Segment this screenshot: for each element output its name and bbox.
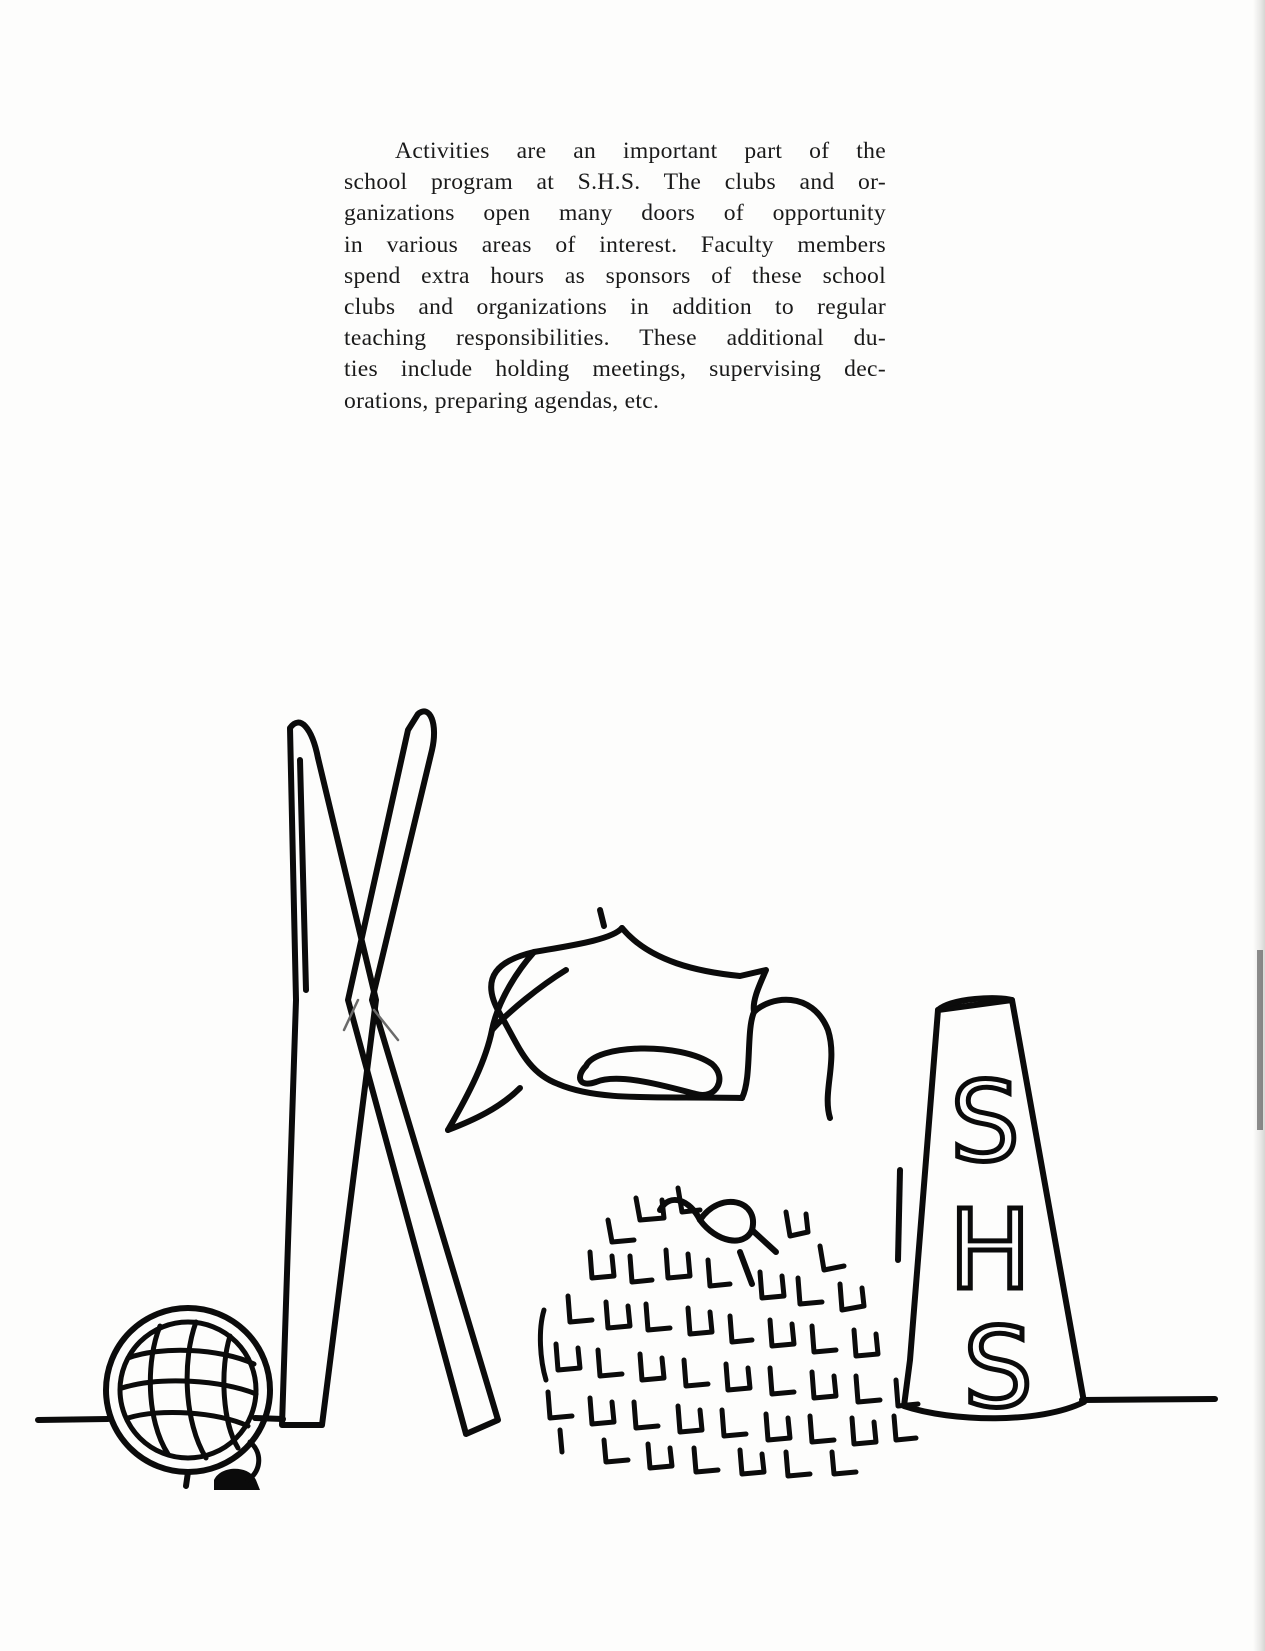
intro-line: spend extra hours as sponsors of these school	[344, 262, 886, 289]
intro-line: ganizations open many doors of opportunity	[344, 200, 886, 227]
intro-line: school program at S.H.S. The clubs and or-	[344, 169, 886, 196]
activities-illustration	[0, 700, 1265, 1600]
megaphone-letter-s1: S	[950, 1058, 1020, 1186]
pennant-icon	[448, 910, 831, 1130]
megaphone-letter-s2: S	[963, 1304, 1033, 1432]
intro-line: ties include holding meetings, supervising dec-	[344, 356, 886, 383]
globe-icon	[106, 1308, 270, 1490]
intro-paragraph	[344, 136, 886, 417]
skis-icon	[282, 711, 498, 1434]
intro-line: orations, preparing agendas, etc.	[344, 387, 660, 414]
megaphone-letter-h: H	[948, 1186, 1032, 1314]
intro-line: teaching responsibilities. These additional du-	[344, 325, 886, 352]
megaphone-letters	[949, 1058, 1033, 1432]
intro-line: clubs and organizations in addition to regular	[344, 294, 886, 321]
pom-pom-icon	[540, 1188, 918, 1476]
intro-line: in various areas of interest. Faculty members	[344, 231, 886, 258]
intro-line: Activities are an important part of the	[395, 138, 886, 164]
illustration-svg	[0, 700, 1265, 1600]
